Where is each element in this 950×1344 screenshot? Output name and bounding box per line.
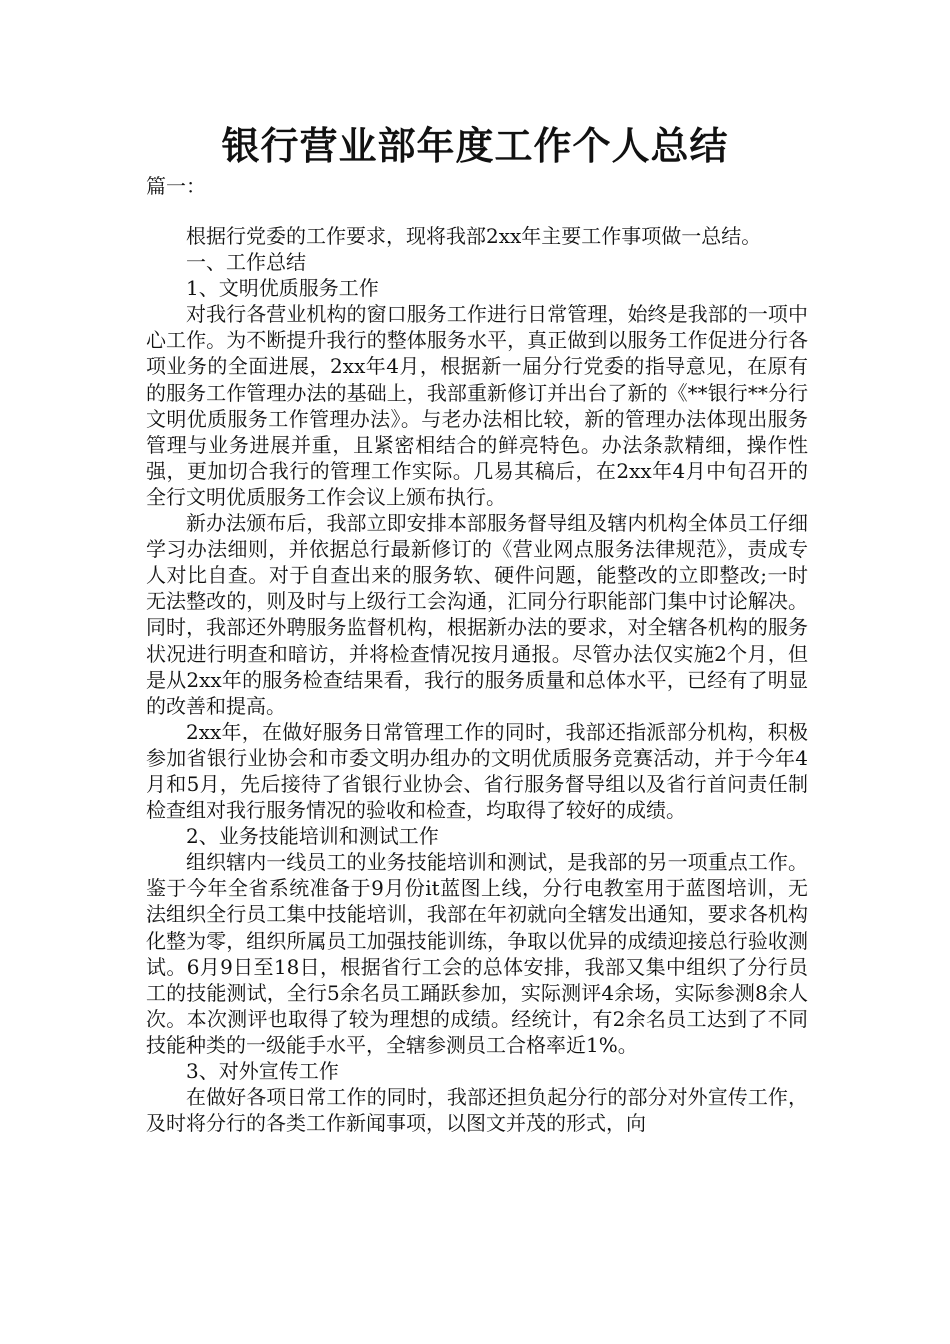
body-paragraph: 组织辖内一线员工的业务技能培训和测试，是我部的另一项重点工作。鉴于今年全省系统准备于9月份it蓝图上线，分行电教室用于蓝图培训，无法组织全行员工集中技能培训，我部在年初就向全辖发出通知，要求各机构化整为零，组织所属员工加强技能训练，争取以优异的成绩迎接总行验收测试。6月9日至18日，根据省行工会的总体安排，我部又集中组织了分行员工的技能测试，全行5余名员工踊跃参加，实际测评4余场，实际参测8余人次。本次测评也取得了较为理想的成绩。经统计，有2余名员工达到了不同技能种类的一级能手水平，全辖参测员工合格率近1%。 xyxy=(146,850,808,1057)
heading-work-summary: 一、工作总结 xyxy=(186,250,306,275)
heading-publicity-work: 3、对外宣传工作 xyxy=(186,1059,339,1083)
section-label: 篇一： xyxy=(146,174,206,198)
intro-paragraph: 根据行党委的工作要求，现将我部2xx年主要工作事项做一总结。 xyxy=(186,224,762,248)
heading-skills-training: 2、业务技能培训和测试工作 xyxy=(186,824,439,849)
document-title: 银行营业部年度工作个人总结 xyxy=(221,123,729,168)
body-paragraph: 在做好各项日常工作的同时，我部还担负起分行的部分对外宣传工作，及时将分行的各类工作新闻事项，以图文并茂的形式，向 xyxy=(146,1085,808,1136)
body-paragraph: 2xx年，在做好服务日常管理工作的同时，我部还指派部分机构，积极参加省银行业协会和市委文明办组办的文明优质服务竞赛活动，并于今年4月和5月，先后接待了省银行业协会、省行服务督导组以及省行首问责任制检查组对我行服务情况的验收和检查，均取得了较好的成绩。 xyxy=(146,719,808,823)
body-paragraph: 新办法颁布后，我部立即安排本部服务督导组及辖内机构全体员工仔细学习办法细则，并依据总行最新修订的《营业网点服务法律规范》，责成专人对比自查。对于自查出来的服务软、硬件问题，能整改的立即整改;一时无法整改的，则及时与上级行工会沟通，汇同分行职能部门集中讨论解决。同时，我部还外聘服务监督机构，根据新办法的要求，对全辖各机构的服务状况进行明查和暗访，并将检查情况按月通报。尽管办法仅实施2个月，但是从2xx年的服务检查结果看，我行的服务质量和总体水平，已经有了明显的改善和提高。 xyxy=(146,511,808,718)
heading-service-work: 1、文明优质服务工作 xyxy=(186,276,379,301)
document-body xyxy=(146,223,808,1136)
body-paragraph: 对我行各营业机构的窗口服务工作进行日常管理，始终是我部的一项中心工作。为不断提升我行的整体服务水平，真正做到以服务工作促进分行各项业务的全面进展，2xx年4月，根据新一届分行党委的指导意见，在原有的服务工作管理办法的基础上，我部重新修订并出台了新的《**银行**分行文明优质服务工作管理办法》。与老办法相比较，新的管理办法体现出服务管理与业务进展并重，且紧密相结合的鲜亮特色。办法条款精细，操作性强，更加切合我行的管理工作实际。几易其稿后，在2xx年4月中旬召开的全行文明优质服务工作会议上颁布执行。 xyxy=(146,302,808,509)
